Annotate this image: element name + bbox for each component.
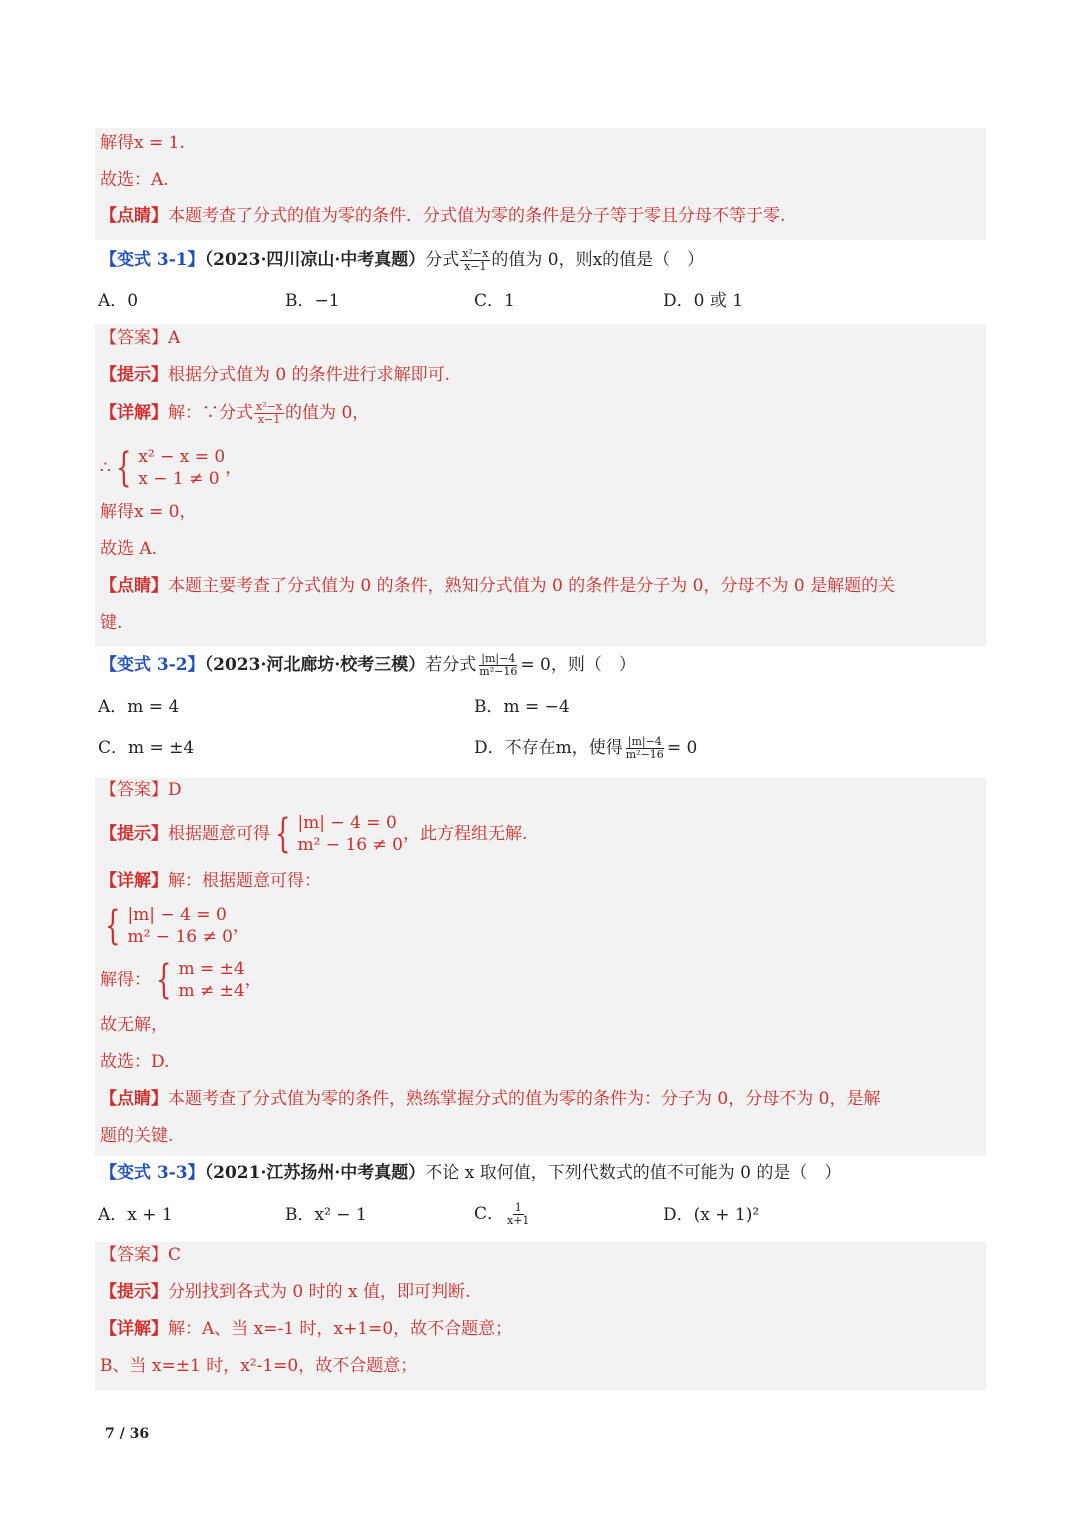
system-group [100, 446, 242, 490]
stem-post: = 0，则（ ） [520, 655, 636, 675]
option-a: A．x + 1 [98, 1205, 173, 1225]
option-d: D．(x + 1)² [663, 1205, 760, 1225]
option-d [474, 733, 697, 763]
fraction-numerator: |m|−4 [481, 652, 516, 665]
page-number: 7 / 36 [105, 1426, 150, 1442]
answer-line: 【答案】C [100, 1245, 182, 1265]
fraction-numerator: x²−x [462, 247, 489, 260]
comment-tag: 【点睛】 [100, 1089, 168, 1109]
comment-tag: 【点睛】 [100, 206, 168, 226]
hint-line [100, 364, 450, 386]
detail-line [100, 870, 321, 892]
brace-icon: { [156, 957, 172, 1003]
question-source: （2023·河北廊坊·校考三模） [204, 655, 426, 675]
comment-line-1 [100, 1088, 880, 1110]
stem-fraction [460, 248, 490, 273]
hint-pre: 根据题意可得 [168, 824, 270, 844]
detail-tag: 【详解】 [100, 1319, 168, 1339]
detail-line-b: B、当 x=±1 时，x²-1=0，故不合题意； [100, 1356, 418, 1376]
equation-system [100, 446, 242, 490]
question-tag: 【变式 3-2】 [100, 655, 205, 675]
solution-rows [178, 958, 244, 1002]
hint-text: 分别找到各式为 0 时的 x 值，即可判断. [168, 1282, 471, 1302]
detail-tag: 【详解】 [100, 403, 168, 423]
fraction-denominator: m²−16 [625, 748, 664, 761]
hint-text: 根据分式值为 0 的条件进行求解即可. [168, 365, 451, 385]
option-c-pre: C． [474, 1204, 505, 1224]
choice-line: 故选：A. [100, 170, 169, 190]
solution-row-1: m = ±4 [178, 959, 245, 979]
comment-tag: 【点睛】 [100, 576, 168, 596]
system-comma: ， [225, 458, 243, 478]
detail-tag: 【详解】 [100, 871, 168, 891]
option-b: B．−1 [285, 291, 340, 311]
solution-row-2: m ≠ ±4 [178, 981, 245, 1001]
detail-pre: 解：∵分式 [168, 403, 253, 423]
fraction-denominator: x+1 [507, 1214, 530, 1227]
system-group [100, 904, 250, 948]
hint-group [100, 812, 527, 856]
stem-text: 不论 x 取何值，下列代数式的值不可能为 0 的是（ ） [425, 1163, 842, 1183]
brace-icon: { [115, 445, 132, 491]
question-3-2 [95, 646, 986, 778]
question-source: （2023·四川凉山·中考真题） [204, 250, 426, 270]
hint-line [100, 812, 527, 856]
option-d-fraction [624, 736, 666, 761]
question-stem [100, 245, 704, 275]
detail-line [100, 1318, 512, 1340]
comment-line-1 [100, 575, 895, 597]
solution-block-3-3 [95, 1242, 986, 1390]
equation-system [100, 904, 250, 948]
comment-line-2: 题的关键. [100, 1126, 174, 1146]
detail-text: 解：根据题意可得： [168, 871, 321, 891]
option-d-post: = 0 [666, 738, 698, 758]
hint-tag: 【提示】 [100, 1282, 168, 1302]
question-tag: 【变式 3-3】 [100, 1163, 205, 1183]
fraction-denominator: x−1 [257, 413, 281, 426]
comment-line [100, 205, 785, 227]
option-d: D．0 或 1 [663, 291, 744, 311]
no-solution-line: 故无解， [100, 1015, 168, 1035]
hint-row-1: |m| − 4 = 0 [297, 813, 397, 833]
comment-text: 本题考查了分式的值为零的条件．分式值为零的条件是分子等于零且分母不等于零. [168, 206, 786, 226]
therefore-symbol: ∴ [100, 458, 111, 478]
solution-comma: ， [244, 970, 262, 990]
solve-line: 解得x = 1. [100, 133, 185, 153]
detail-text: 解：A、当 x=-1 时，x+1=0，故不合题意； [168, 1319, 513, 1339]
option-a: A．m = 4 [98, 697, 180, 717]
solve-pre: 解得： [100, 970, 151, 990]
detail-line [100, 398, 369, 428]
option-c: C．m = ±4 [98, 738, 195, 758]
brace-icon: { [105, 903, 121, 949]
hint-tag: 【提示】 [100, 824, 168, 844]
comment-line-2: 键. [100, 613, 123, 633]
fraction-denominator: x−1 [464, 260, 487, 273]
question-tag: 【变式 3-1】 [100, 250, 205, 270]
solution-block-3-1 [95, 324, 986, 646]
question-3-1 [95, 240, 986, 324]
solution-block-3-2 [95, 778, 986, 1156]
option-a: A．0 [98, 291, 139, 311]
system-row-1: |m| − 4 = 0 [127, 905, 227, 925]
hint-line [100, 1281, 470, 1303]
option-c: C．1 [474, 291, 515, 311]
hint-tag: 【提示】 [100, 365, 168, 385]
detail-fraction [254, 401, 284, 426]
question-source: （2021·江苏扬州·中考真题） [204, 1163, 426, 1183]
system-rows [138, 446, 225, 490]
option-b: B．x² − 1 [285, 1205, 367, 1225]
hint-system-rows [297, 812, 403, 856]
solution-group [100, 958, 262, 1002]
comment-text: 本题主要考查了分式值为 0 的条件，熟知分式值为 0 的条件是分子为 0，分母不为 0 是解题的关 [168, 576, 896, 596]
brace-icon: { [275, 811, 291, 857]
solution-block-previous [95, 128, 986, 240]
choice-line: 故选 A. [100, 539, 158, 559]
option-c-fraction [505, 1202, 531, 1227]
fraction-numerator: x²−x [256, 400, 283, 413]
detail-post: 的值为 0， [285, 403, 370, 423]
system-comma: ， [232, 916, 250, 936]
question-stem [100, 1162, 841, 1184]
fraction-denominator: m²−16 [479, 665, 518, 678]
solve-line: 解得x = 0， [100, 502, 197, 522]
stem-pre: 若分式 [425, 655, 477, 675]
answer-line: 【答案】A [100, 328, 181, 348]
fraction-numerator: 1 [514, 1201, 522, 1214]
comment-text: 本题考查了分式值为零的条件，熟练掌握分式的值为零的条件为：分子为 0，分母不为 0，是解 [168, 1089, 881, 1109]
system-row-2: x − 1 ≠ 0 [138, 469, 220, 489]
stem-pre: 分式 [425, 250, 460, 270]
stem-fraction [477, 653, 519, 678]
choice-line: 故选：D. [100, 1052, 170, 1072]
solution-system [100, 958, 262, 1002]
question-3-3 [95, 1156, 986, 1242]
system-row-2: m² − 16 ≠ 0 [127, 927, 233, 947]
system-row-1: x² − x = 0 [138, 447, 226, 467]
fraction-numerator: |m|−4 [627, 735, 662, 748]
hint-post: ，此方程组无解. [402, 824, 528, 844]
stem-post: 的值为 0，则x的值是（ ） [491, 250, 705, 270]
answer-line: 【答案】D [100, 780, 182, 800]
hint-row-2: m² − 16 ≠ 0 [297, 835, 403, 855]
option-c [474, 1199, 532, 1229]
option-d-pre: D．不存在m，使得 [474, 738, 623, 758]
option-b: B．m = −4 [474, 697, 570, 717]
system-rows [127, 904, 233, 948]
question-stem [100, 650, 636, 680]
